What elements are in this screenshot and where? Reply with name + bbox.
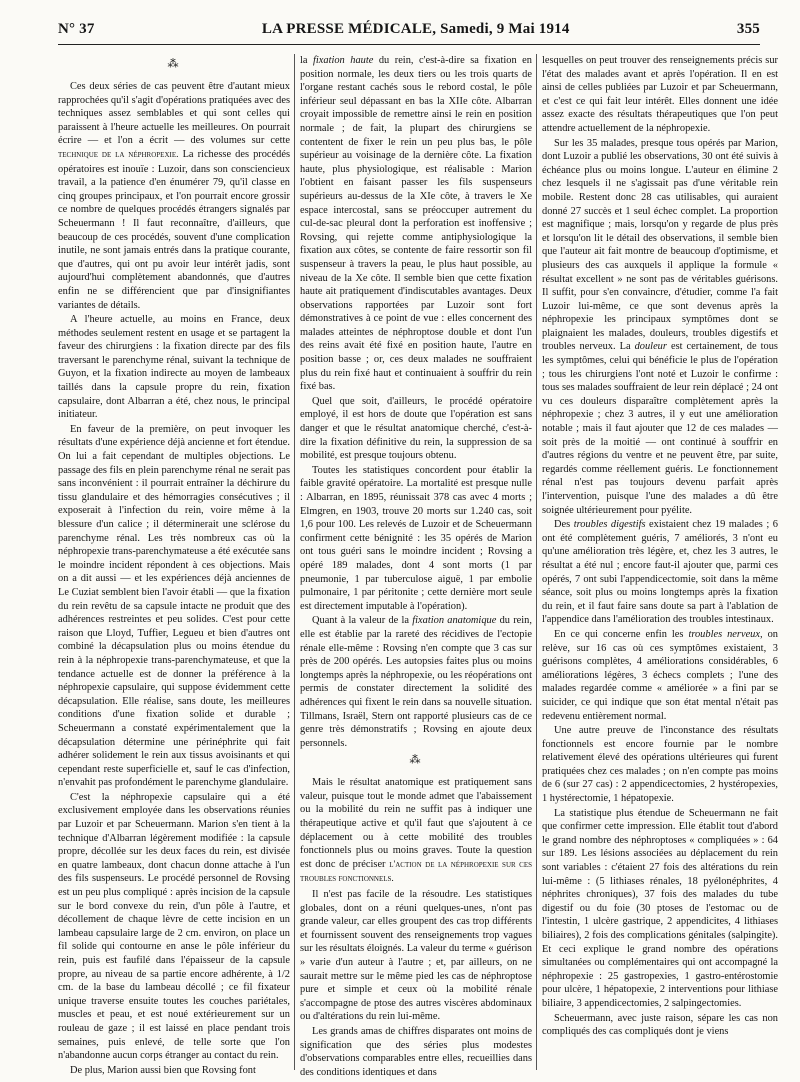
text: est certainement, de tous les symptômes, celui qui bénéficie le plus de l'opération ; tous les chirurgiens l'ont noté et Luzoir le confirme : tous ses malades souffraient de leur rein déplacé ; 24 ont vu ces douleurs disparaître complètement après la néphropexie ; chez 3 autres, il y eut une amélioration notable ; mais il faut ajouter que 12 de ces malades — soit près de la moitié — ont continué à souffrir en d'autres régions du ventre et ne peuvent être, par suite, regardés comme réellement guéris. Le fonctionnement rénal n'est pas toujours devenu parfait après l'intervention, puisque l'une des malades a dû être soignée ultérieurement pour pyélite. xyxy=(542,341,778,516)
column-divider xyxy=(536,54,537,1070)
section-ornament: ⁂ xyxy=(409,754,423,767)
text: du rein, elle est établie par la rareté des récidives de l'ectopie rénale elle-même : Rovsing n'en compte que 3 cas sur près de 200 opérés. Les autopsies faites plus ou moins longtemps après la néphropexie, ou les réopérations ont permis de constater directement la solidité des adhérences qui fixent le rein dans sa nouvelle situation. Tillmans, Israël, Stern ont rapporté plusieurs cas de ce genre très démonstratifs ; Rovsing en ajoute deux personnels. xyxy=(300,615,532,749)
text: Mais le résultat anatomique est pratiquement sans valeur, puisque tout le monde admet que l'abaissement ou la mobilité du rein ne suffit pas à indiquer une thérapeutique active et qu'il faut que s'ajoutent à ce déplacement ou à cette mobilité des troubles fonctionnels plus ou moins graves. Toute la question est donc de préciser xyxy=(300,777,532,870)
text: la xyxy=(300,55,308,66)
page-header xyxy=(58,14,760,45)
paragraph: Une autre preuve de l'inconstance des résultats fonctionnels est encore fournie par le nombre relativement élevé des opérations ultérieures qui furent pratiquées chez ces malades ; on n'en compte pas moins de 6 (sur 27 cas) : 2 appendicectomies, 2 hystéropexies, 1 hystérectomie, 1 hépatopexie. xyxy=(542,725,778,805)
paragraph: De plus, Marion aussi bien que Rovsing font xyxy=(70,1064,256,1076)
italic-term: fixation haute xyxy=(313,55,374,66)
text: du rein, c'est-à-dire sa fixation en position normale, les deux tiers ou les trois quarts de l'organe restant cachés sous le rebord costal, le pôle inférieur seul dépassant en bas la XIIe côte. Albarran croyait impossible de remettre ainsi le rein en position normale ; de fait, la plupart des chirurgiens se contentent de fixer le rein un peu plus bas, le pôle supérieur au voisinage de la dernière côte. La fixation haute, plus physiologique, est réalisable : Marion l'obtient en faisant passer les fils suspenseurs supérieurs au-dessus de la XIe côte, à travers le Xe espace intercostal, sans se préoccuper autrement du cul-de-sac pleural dont la perforation est inoffensive ; Rovsing, qui rejette comme antiphysiologique la fixation aux côtes, se contente de faire ressortir son fil suspenseur à travers la peau, le plus haut possible, au niveau de la Xe côte. Il semble bien que cette fixation haute ait pratiquement d'indiscutables avantages. Deux observations rapportées par Luzoir sont fort démonstratives à ce point de vue : elles concernent des malades atteintes de néphroptose double et dont l'un des reins avait été fixé en position haute, l'autre en position basse ; or, ces deux malades ne souffraient plus du rein fixé haut et continuaient à souffrir du rein fixé bas. xyxy=(300,55,532,393)
paragraph: lesquelles on peut trouver des renseignements précis sur l'état des malades avant et après l'opération. Il en est ainsi de celles publiées par Luzoir et par Scheuermann, et c'est ce qui fait leur intérêt. Elles donnent une idée assez exacte des résultats thérapeutiques que l'on peut attendre actuellement de la néphropexie. xyxy=(542,55,778,134)
paragraph: Les grands amas de chiffres disparates ont moins de signification que des séries plus modestes d'observations comparables entre elles, recueillies dans des conditions identiques et dans xyxy=(300,1025,532,1076)
paragraph: Il n'est pas facile de la résoudre. Les statistiques globales, dont on a réuni quelques-unes, n'ont pas grande valeur, car elles groupent des cas trop différents et fournissent souvent des renseignements trop vagues sur les résultats éloignés. La valeur du terme « guérison » varie d'un auteur à l'autre ; et, par ailleurs, on ne saurait mettre sur le même pied les cas de néphroptose pure et simple et ceux où la mobilité rénale s'accompagne de ptose des autres viscères abdominaux ou d'altérations du rein lui-même. xyxy=(300,889,532,1023)
text: Quant à la valeur de la xyxy=(312,615,410,627)
text: La richesse des procédés opératoires est inouïe : Luzoir, dans son consciencieux travail, a la patience d'en énumérer 79, qu'il classe en cinq groupes principaux, et l'on pourrait encore grossir ce nombre de quelques procédés étrangers signalés par Scheuermann ! Il faut reconnaître, d'ailleurs, que beaucoup de ces procédés, souvent d'une complication inutile, ne sont jamais entrés dans la pratique courante, que d'autres, qui ont pu avoir leur intérêt jadis, sont aujourd'hui complètement abandonnés, que d'autres enfin ne se différencient que par d'insignifiantes variantes de détails. xyxy=(58,148,290,311)
paragraph xyxy=(542,137,778,518)
paragraph xyxy=(300,776,532,887)
page-number: 355 xyxy=(736,20,760,37)
paragraph: Quel que soit, d'ailleurs, le procédé opératoire employé, il est hors de doute que l'opération est sans danger et que le résultat anatomique cherché, c'est-à-dire la fixation définitive du rein, la suppression de sa mobilité, est presque toujours obtenu. xyxy=(300,395,532,462)
text: existaient chez 19 malades ; 6 ont été complètement guéris, 7 améliorés, 3 n'ont eu qu'une amélioration très légère, et, chez les 3 autres, le résultat a été nul ; encore faut-il ajouter que, parmi ces opérés, 7 ont subi l'appendicectomie, soit dans la même séance, soit plus ou moins longtemps après la fixation du rein, et il faut faire sans doute sa part à l'ablation de l'appendice dans l'amélioration des troubles intestinaux. xyxy=(542,519,778,626)
paragraph: Toutes les statistiques concordent pour établir la faible gravité opératoire. La mortalité est presque nulle : Albarran, en 1895, réunissait 378 cas avec 4 morts ; Elmgren, en 1903, trouve 20 morts sur 1.240 cas, soit 1,6 pour 100. Les relevés de Luzoir et de Scheuermann confirment cette bénignité : les 35 opérés de Marion ont tous guéri sans le moindre incident ; Rovsing a opéré 189 malades, dont 4 sont morts (1 par pneumonie, 1 par tuberculose aiguë, 1 par embolie pulmonaire, 1 par péritonite ; cette dernière mort seule est directement imputable à l'opération). xyxy=(300,464,532,612)
journal-title: LA PRESSE MÉDICALE, Samedi, 9 Mai 1914 xyxy=(261,20,570,37)
italic-term: fixation anatomique xyxy=(412,615,497,627)
paragraph: C'est la néphropexie capsulaire qui a été exclusivement employée dans les observations réunies par Luzoir et par Scheuermann. Marion s'en tient à la technique d'Albarran légèrement modifiée : la capsule propre, décollée sur les deux faces du rein, est divisée en quatre lambeaux, dont chacun donne attache à l'un des fils suspenseurs. Le procédé personnel de Rovsing est un peu plus compliqué : après incision de la capsule sur le bord convexe du rein, d'un pôle à l'autre, et décollement de chaque lèvre de cette incision en un lambeau capsulaire large de 2 cm. environ, on place un fil solide qui contourne en anse le pôle inférieur du rein, puis est faufilé dans l'épaisseur de la capsule propre, au niveau de sa partie encore adhérente, à 1/2 cm. de la base du lambeau décollé ; ce fil fixateur unique traverse ensuite toutes les couches pariétales, muscles et peau, et est noué extérieurement sur un rouleau de gaze ; il est laissé en place pendant trois semaines, puis enlevé, de telle sorte que l'on n'abandonne aucun corps étranger au contact du rein. xyxy=(58,791,290,1062)
italic-term: troubles digestifs xyxy=(573,519,646,531)
paragraph: En faveur de la première, on peut invoquer les résultats d'une expérience déjà ancienne et fort étendue. On lui a fait cependant de multiples objections. Le passage des fils en plein parenchyme rénal ne serait pas sans inconvénient : il pourrait entraîner la déchirure du tissu glandulaire et des hémorragies consécutives ; il exposerait à l'infection du rein, voire même à la blessure d'un calice ; il déterminerait une sclérose du parenchyme rénal. Les très nombreux cas où la néphropexie trans-parenchymateuse a été exécutée sans le moindre incident répondent à ces objections. Mais on a dit aussi — et les expériences déjà anciennes de Le Cuziat semblent bien l'avoir établi — que la fixation du rein revêtu de sa capsule intacte ne produit que des adhérences restreintes et peu solides. C'est pour cette raison que Lloyd, Tuffier, Legueu et bien d'autres ont combiné la décapsulation plus ou moins étendue du rein à la néphropexie trans-parenchymateuse, et que la tendance actuelle est de donner la préférence à la néphropexie capsulaire, qui suppose évidemment cette décapsulation. Elle réalise, sans doute, les meilleures conditions d'une fixation solide et durable ; Scheuermann a constaté expérimentalement que la décapsulation détermine une périnéphrite qui fait adhérer solidement le rein aux tissus avoisinants et qui cependant reste superficielle et, sauf le cas d'infection, n'envahit pas profondément le parenchyme glandulaire. xyxy=(58,423,290,789)
text: Sur les 35 malades, presque tous opérés par Marion, dont Luzoir a publié les observations, 30 ont été suivis à échéance plus ou moins longue. L'auteur en élimine 2 chez lesquels il ne s'agissait pas d'une véritable rein mobile. Restent donc 28 cas utilisables, qui auraient donné 27 succès et 1 seul échec complet. La proportion est magnifique ; mais, lorsqu'on y regarde de plus près et lorsqu'on lit le détail des observations, il semble bien que l'auteur ait fait montre de beaucoup d'optimisme, et plusieurs des cas auxquels il applique la formule « résultat excellent » ne sont pas de véritables guérisons. Il suffit, pour s'en convaincre, d'étudier, comme l'a fait Luzoir lui-même, ce que sont devenus après la néphropexie les principaux symptômes dont se plaignaient les malades, douleurs, troubles digestifs et troubles nerveux. La xyxy=(542,137,778,353)
italic-term: troubles nerveux, xyxy=(688,628,763,640)
paragraph: A l'heure actuelle, au moins en France, deux méthodes seulement restent en usage et se partagent la faveur des chirurgiens : la fixation directe par des fils traversant le parenchyme rénal, suivant la technique de Guyon, et la fixation indirecte au moyen de lambeaux taillés dans la capsule propre du rein, fixation capsulaire, dont Albarran a été, chez nous, le principal initiateur. xyxy=(58,314,290,421)
column-2 xyxy=(300,54,532,1076)
paragraph xyxy=(300,54,532,394)
text: En ce qui concerne enfin les xyxy=(554,628,684,640)
paragraph: La statistique plus étendue de Scheuermann ne fait que confirmer cette impression. Elle établit tout d'abord le grand nombre des néphroptoses « compliquées » : 64 sur 189. Les lésions associées au déplacement du rein sont variables : c'étaient 27 fois des altérations du rein lui-même : (5 lithiases rénales, 18 pyélonéphrites, 4 néphrites chroniques), 37 fois des malades du tube digestif ou du foie (30 ptoses de l'estomac ou de l'intestin, 1 ulcère gastrique, 2 appendicites, 4 lithiases biliaires), 2 fois des complications génitales (salpingite). Et ceci explique le grand nombre des opérations simultanées ou complémentaires qui ont accompagné la néphropexie : 25 gastropexies, 1 gastro-entérostomie pour ulcère, 1 hépatopexie, 2 interventions pour lithiase biliaire, 3 appendicectomies, 2 salpingectomies. xyxy=(542,807,778,1009)
text: Ces deux séries de cas peuvent être d'autant mieux rapprochées qu'il s'agit d'opérations pratiquées avec des techniques assez semblables et qui sont celles qui paraissent à l'heure actuelle les meilleures. On pourrait écrire — et l'on a écrit — des volumes sur cette xyxy=(58,81,290,147)
text: Des xyxy=(554,519,571,531)
text: on relève, sur 16 cas où ces symptômes existaient, 3 guérisons complètes, 4 améliorations considérables, 6 améliorations légères, 3 échecs complets ; l'une des malades regardée comme « améliorée » a fini par se suicider, ce qui indique que son état mental n'était pas redevenu entièrement normal. xyxy=(542,628,778,722)
column-divider xyxy=(294,54,295,1070)
column-1 xyxy=(58,54,290,1076)
column-3 xyxy=(542,54,778,1076)
italic-term: douleur xyxy=(634,341,667,353)
paragraph xyxy=(300,614,532,750)
smallcaps-heading: technique de la néphropexie. xyxy=(58,149,179,160)
paragraph xyxy=(542,518,778,627)
paragraph xyxy=(58,80,290,312)
paragraph xyxy=(542,628,778,723)
issue-number: N° 37 xyxy=(58,20,95,37)
section-ornament: ⁂ xyxy=(167,58,181,70)
paragraph: Scheuermann, avec juste raison, sépare les cas non compliqués des cas compliqués dont je viens xyxy=(542,1012,778,1038)
smallcaps-heading: l'action de la néphropexie sur ces troubles fonctionnels. xyxy=(300,859,532,885)
